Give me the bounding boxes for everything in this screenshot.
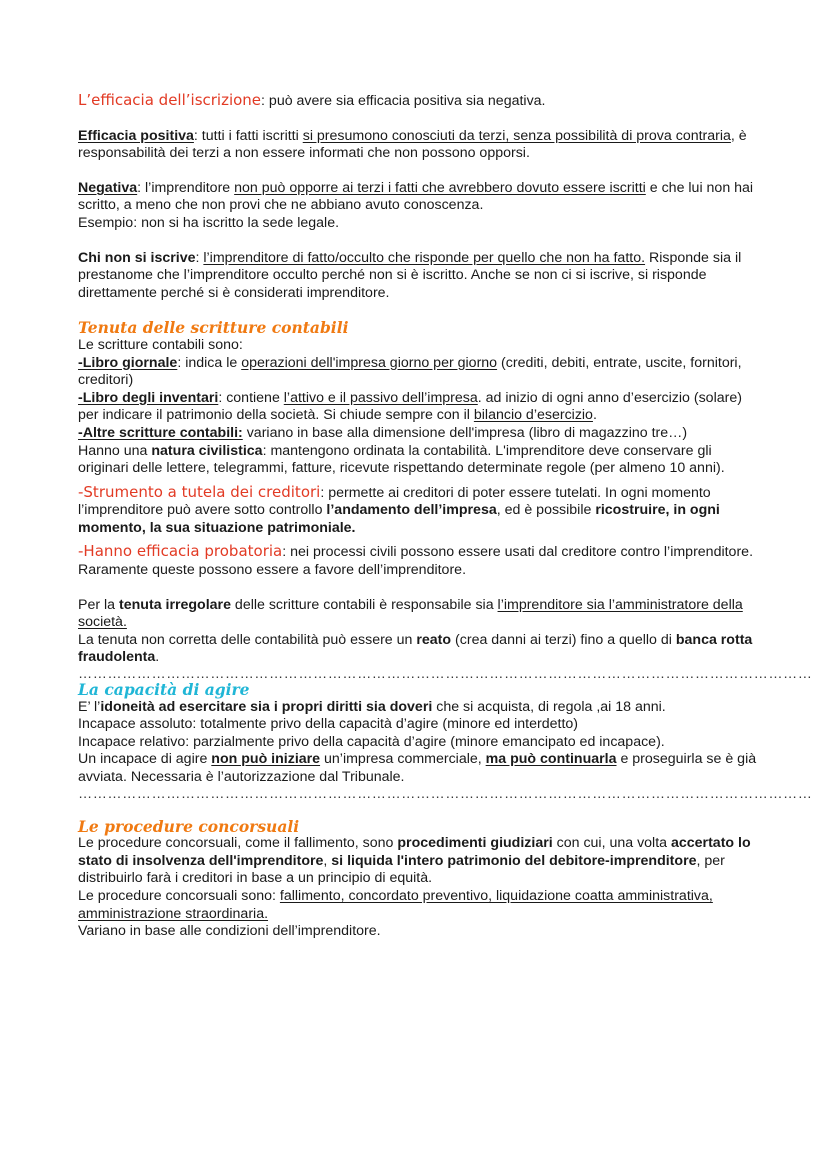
natura-civilistica-paragraph: Hanno una natura civilistica: mantengono ordinata la contabilità. L'imprenditore deve conservare gli originari delle lettere, telegrammi, fatture, ricevute rispettando determinate regole (per almeno 10 anni). xyxy=(78,442,725,477)
efficacia-probatoria-label: -Hanno efficacia probatoria xyxy=(78,542,283,561)
dotted-divider: …………………………………………………………………………………………………………………………………… xyxy=(78,666,813,683)
capacita-line-1: E’ l’idoneità ad esercitare sia i propri diritti sia doveri che si acquista, di regola ,ai 18 anni. xyxy=(78,698,666,715)
procedure-paragraph-3: Variano in base alle condizioni dell’imprenditore. xyxy=(78,923,381,940)
iscrizione-title: L’efficacia dell’iscrizione xyxy=(78,91,262,109)
chi-non-si-iscrive-label: Chi non si iscrive xyxy=(78,249,196,266)
capacita-line-4: Un incapace di agire non può iniziare un’impresa commerciale, ma può continuarla e proseguirla se è già avviata. Necessaria è l’autorizzazione dal Tribunale. xyxy=(78,751,757,785)
esempio-line: Esempio: non si ha iscritto la sede legale. xyxy=(78,214,340,231)
procedure-paragraph-1: Le procedure concorsuali, come il fallimento, sono procedimenti giudiziari con cui, una volta accertato lo stato di insolvenza dell'imprenditore, si liquida l'intero patrimonio del debitore-imprenditore, per distribuirlo farà i creditori in base a un principio di equità. xyxy=(78,835,751,887)
document-page xyxy=(78,91,813,941)
scritture-title: Tenuta delle scritture contabili xyxy=(78,318,349,338)
negativa-label: Negativa xyxy=(78,179,138,196)
efficacia-probatoria-paragraph: -Hanno efficacia probatoria: nei processi civili possono essere usati dal creditore contro l’imprenditore. Raramente queste possono essere a favore dell’imprenditore. xyxy=(78,542,754,579)
strumento-tutela-paragraph: -Strumento a tutela dei creditori: permette ai creditori di poter essere tutelati. In ogni momento l’imprenditore può avere sotto controllo l’andamento dell’impresa, ed è possibile ricostruire, in ogni momento, la sua situazione patrimoniale. xyxy=(78,482,720,536)
efficacia-positiva-paragraph: Efficacia positiva: tutti i fatti iscritti si presumono conosciuti da terzi, senza possibilità di prova contraria, è responsabilità dei terzi a non essere informati che non possono opporsi. xyxy=(78,127,747,162)
negativa-paragraph: Negativa: l’imprenditore non può opporre ai terzi i fatti che avrebbero dovuto essere iscritti e che lui non hai scritto, a meno che non provi che ne abbiano avuto conoscenza. xyxy=(78,179,754,214)
efficacia-positiva-label: Efficacia positiva xyxy=(78,127,194,144)
tenuta-irregolare-paragraph: Per la tenuta irregolare delle scritture contabili è responsabile sia l’imprenditore sia l’amministratore della società. xyxy=(78,596,743,631)
dotted-divider-2: …………………………………………………………………………………………………………………………………… xyxy=(78,785,813,802)
iscrizione-intro: L’efficacia dell’iscrizione: può avere sia efficacia positiva sia negativa. xyxy=(78,91,546,109)
capacita-title: La capacità di agire xyxy=(78,680,250,700)
chi-non-si-iscrive-paragraph: Chi non si iscrive: l’imprenditore di fatto/occulto che risponde per quello che non ha fatto. Risponde sia il prestanome che l’imprenditore occulto perché non si è iscritto. Anche se non ci si iscrive, si risponde direttamente perché si è considerati imprenditore. xyxy=(78,249,742,301)
procedure-paragraph-2: Le procedure concorsuali sono: fallimento, concordato preventivo, liquidazione coatta amministrativa, amministrazione straordinaria. xyxy=(78,887,713,922)
libro-inventari-item: -Libro degli inventari: contiene l’attivo e il passivo dell’impresa. ad inizio di ogni anno d’esercizio (solare) per indicare il patrimonio della società. Si chiude sempre con il bilancio d’esercizio. xyxy=(78,389,742,424)
capacita-line-2: Incapace assoluto: totalmente privo della capacità d’agire (minore ed interdetto) xyxy=(78,716,578,733)
scritture-intro: Le scritture contabili sono: xyxy=(78,336,243,353)
libro-giornale-item: -Libro giornale: indica le operazioni dell'impresa giorno per giorno (crediti, debiti, entrate, uscite, fornitori, creditori) xyxy=(78,354,742,389)
procedure-title: Le procedure concorsuali xyxy=(78,816,300,836)
altre-scritture-item: -Altre scritture contabili: variano in base alla dimensione dell'impresa (libro di magazzino tre…) xyxy=(78,424,688,441)
reato-paragraph: La tenuta non corretta delle contabilità può essere un reato (crea danni ai terzi) fino a quello di banca rotta fraudolenta. xyxy=(78,631,753,666)
capacita-line-3: Incapace relativo: parzialmente privo della capacità d’agire (minore emancipato ed incapace). xyxy=(78,733,665,750)
strumento-tutela-label: -Strumento a tutela dei creditori xyxy=(78,482,321,501)
